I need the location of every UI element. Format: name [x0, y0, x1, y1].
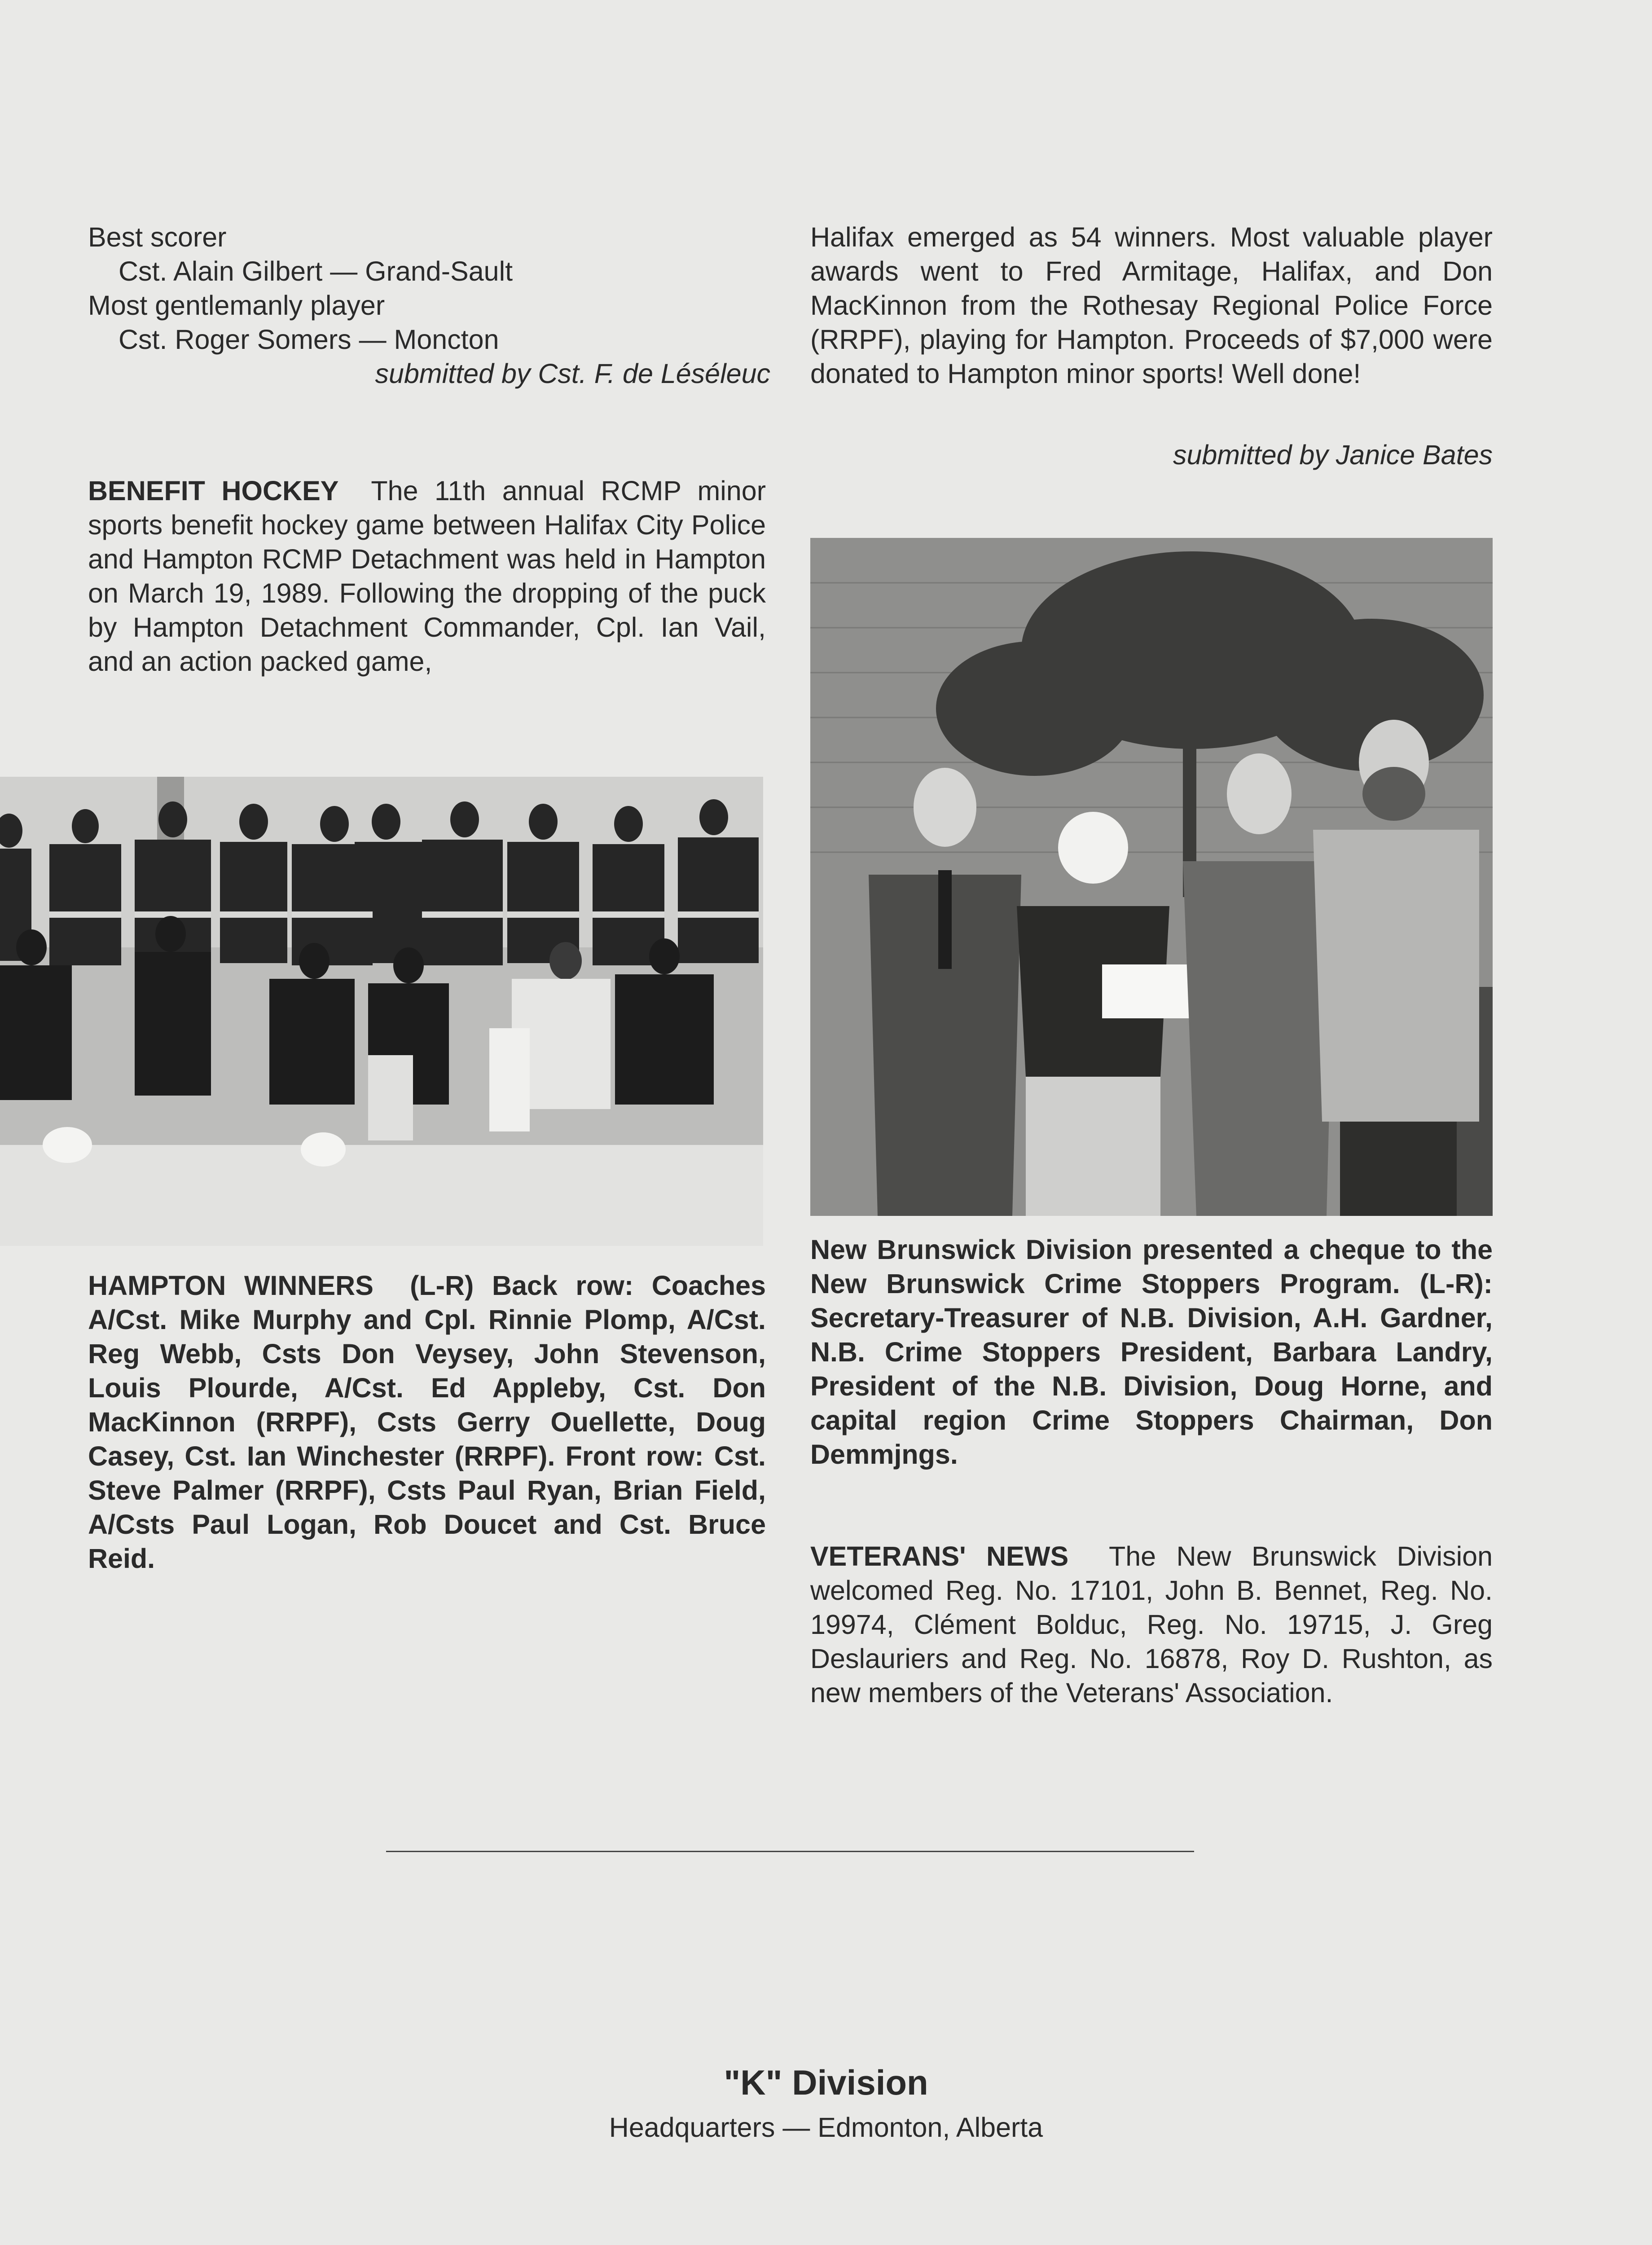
hampton-winners-caption	[88, 1268, 766, 1576]
award-winner: Cst. Roger Somers — Moncton	[119, 324, 499, 355]
awards-list	[88, 220, 770, 391]
section-lead: BENEFIT HOCKEY	[88, 475, 339, 506]
article-text: Halifax emerged as 54 winners. Most valuable player awards went to Fred Armitage, Halifax, and Don MacKinnon from the Rothesay Regional Police Force (RRPF), playing for Hampton. Proceeds of $7,000 were donated to Hampton minor sports! Well done!	[810, 222, 1493, 389]
caption-lead: HAMPTON WINNERS	[88, 1270, 373, 1301]
division-subtitle: Headquarters — Edmonton, Alberta	[609, 2112, 1043, 2143]
benefit-hockey-article	[88, 474, 766, 678]
article-text: The New Brunswick Division welcomed Reg. No. 17101, John B. Bennet, Reg. No. 19974, Clément Bolduc, Reg. No. 19715, J. Greg Deslauriers and Reg. No. 16878, Roy D. Rushton, as new members of the Veterans' Association.	[810, 1541, 1493, 1708]
hockey-team-photo	[0, 777, 763, 1246]
award-winner: Cst. Alain Gilbert — Grand-Sault	[119, 256, 513, 286]
division-title: "K" Division	[724, 2063, 928, 2102]
submitted-by: submitted by Cst. F. de Léséleuc	[375, 358, 770, 389]
award-title: Most gentlemanly player	[88, 290, 385, 321]
article-text: The 11th annual RCMP minor sports benefit hockey game between Halifax City Police and Hampton RCMP Detachment was held in Hampton on March 19, 1989. Following the dropping of the puck by Hampton Detachment Commander, Cpl. Ian Vail, and an action packed game,	[88, 475, 766, 677]
cheque-caption: New Brunswick Division presented a cheque to the New Brunswick Crime Stoppers Program. (L-R): Secretary-Treasurer of N.B. Division, A.H. Gardner, N.B. Crime Stoppers President, Barbara Landry, President of the N.B. Division, Doug Horne, and capital region Crime Stoppers Chairman, Don Demmjngs.	[810, 1234, 1493, 1470]
award-title: Best scorer	[88, 222, 227, 252]
section-lead: VETERANS' NEWS	[810, 1541, 1069, 1572]
caption-text: (L-R) Back row: Coaches A/Cst. Mike Murphy and Cpl. Rinnie Plomp, A/Cst. Reg Webb, Csts Don Veysey, John Stevenson, Louis Plourde, A/Cst. Ed Appleby, Cst. Don MacKinnon (RRPF), Csts Gerry Ouellette, Doug Casey, Cst. Ian Winchester (RRPF). Front row: Cst. Steve Palmer (RRPF), Csts Paul Ryan, Brian Field, A/Csts Paul Logan, Rob Doucet and Cst. Bruce Reid.	[88, 1270, 766, 1574]
section-divider	[386, 1851, 1194, 1852]
submitted-by: submitted by Janice Bates	[1173, 440, 1493, 470]
cheque-presentation-photo	[810, 538, 1493, 1216]
benefit-hockey-continued	[810, 220, 1493, 391]
veterans-news-article	[810, 1539, 1493, 1710]
